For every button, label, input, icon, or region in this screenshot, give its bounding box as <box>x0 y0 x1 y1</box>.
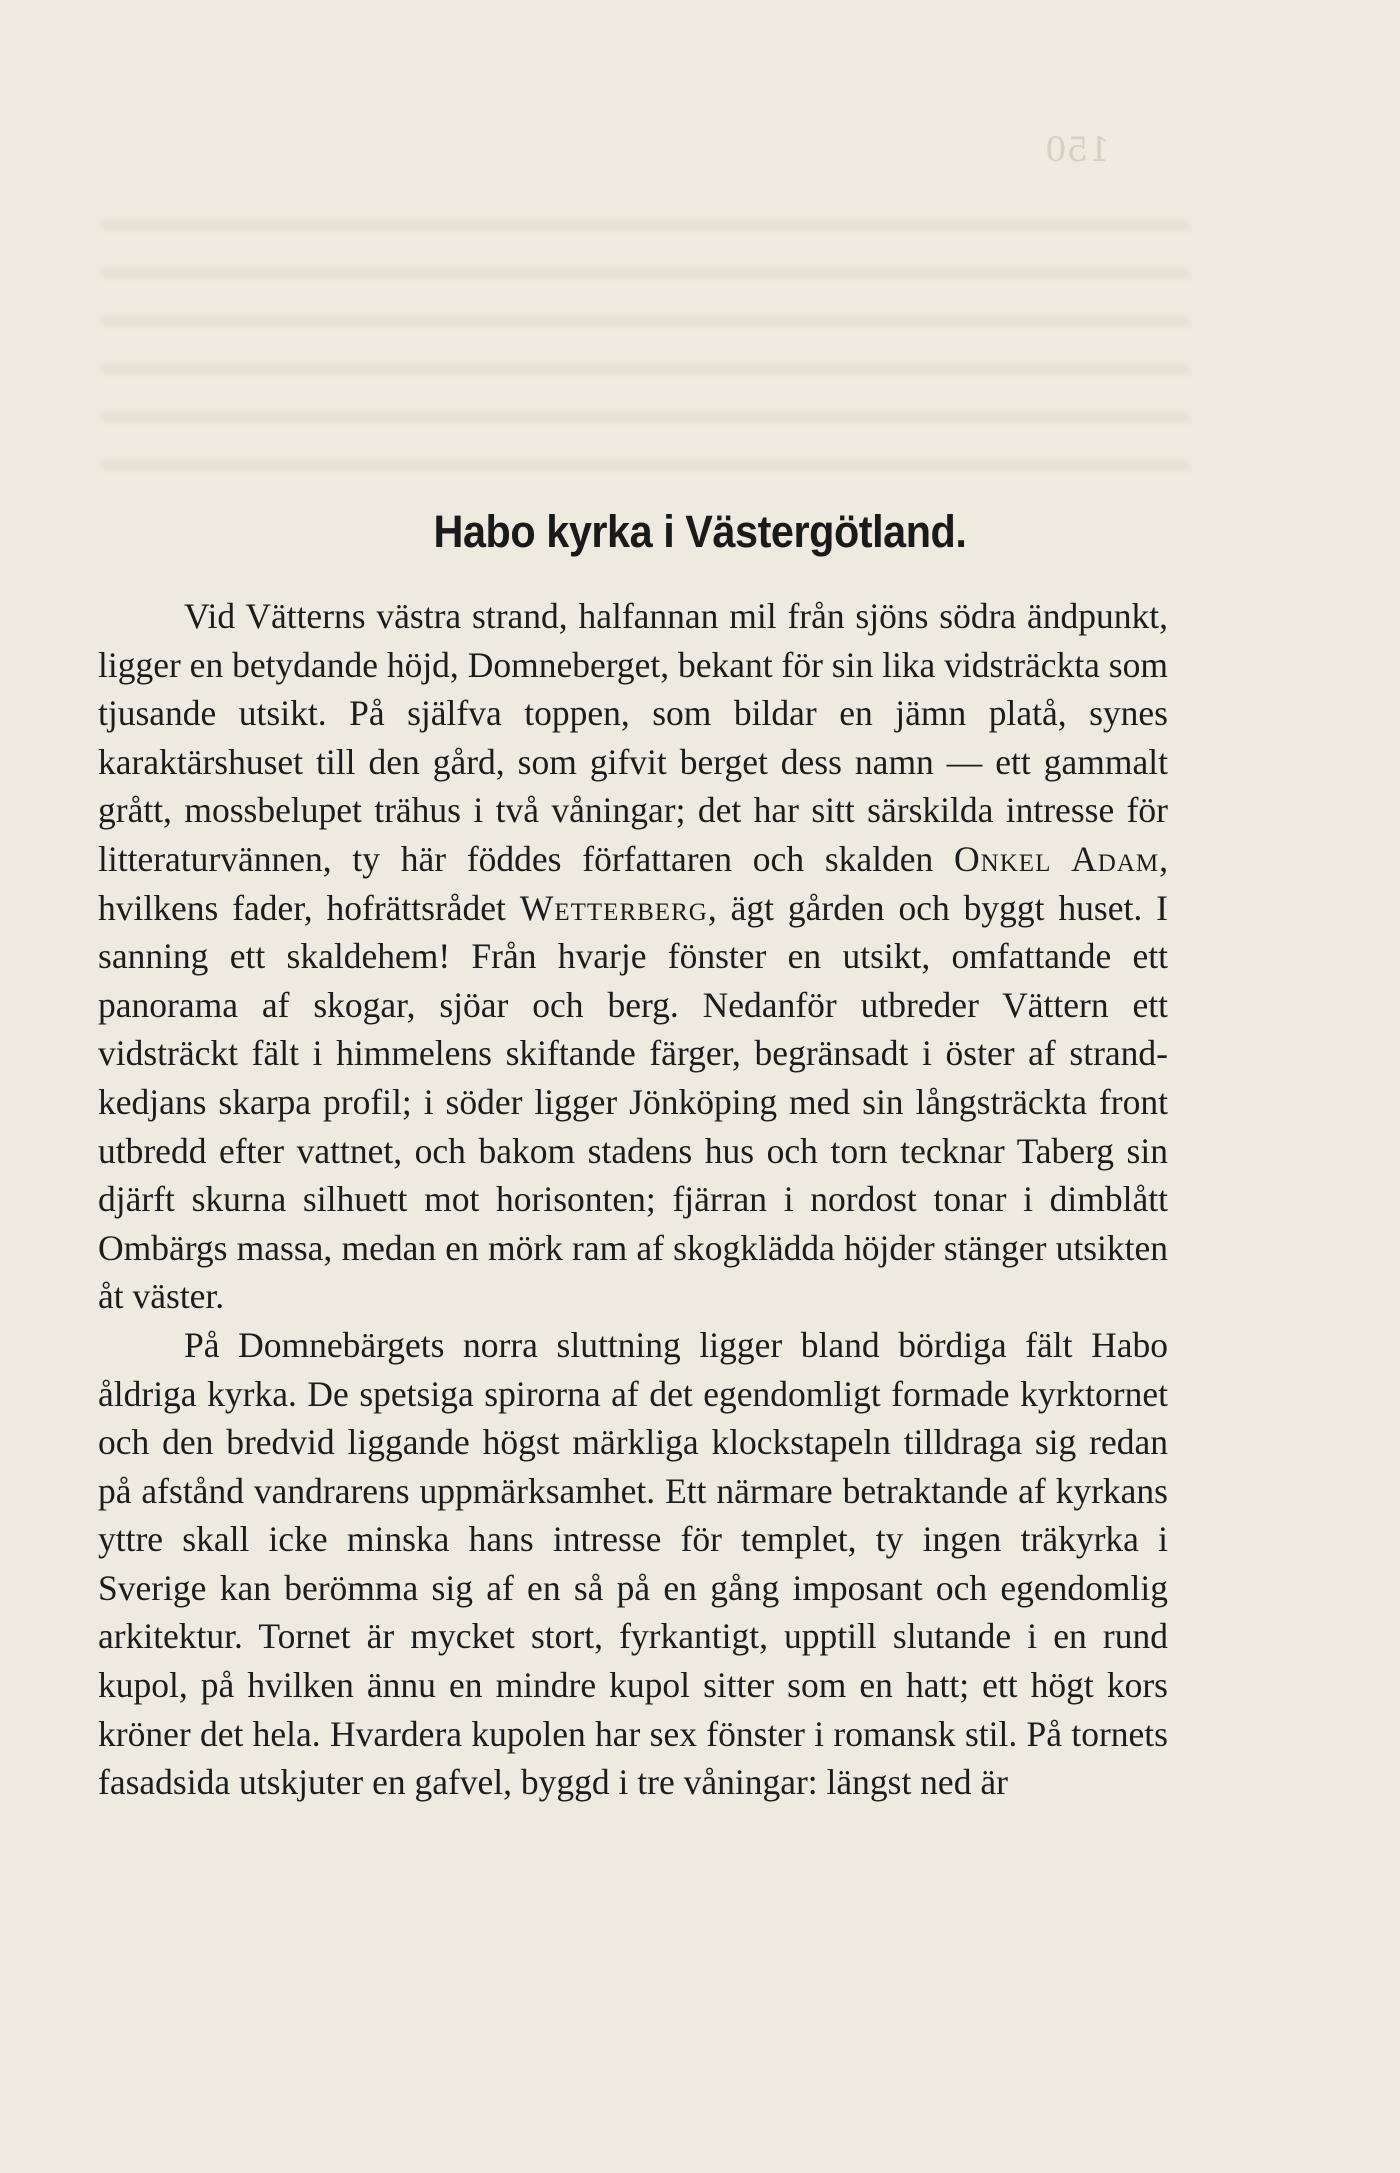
paragraph-2: På Domnebärgets norra sluttning ligger bland bördiga fält Habo åldriga kyrka. De spetsiga spirorna af det egendomligt formade kyrktornet och den bredvid liggande högst märkliga klockstapeln tilldraga sig redan på afstånd vandrarens uppmärksamhet. Ett närmare betraktande af kyrkans yttre skall icke minska hans intresse för templet, ty ingen träkyrka i Sverige kan berömma sig af en så på en gång imposant och egendomlig arkitektur. Tornet är mycket stort, fyrkantigt, upptill slutande i en rund kupol, på hvilken ännu en mindre kupol sitter som en hatt; ett högt kors kröner det hela. Hvardera kupolen har sex fönster i romansk stil. På tornets fasadsida utskjuter en gafvel, byggd i tre våningar: längst ned är <box>98 1324 1168 1803</box>
paragraph-1-text-c: , ägt gården och byggt huset. I sanning ett skaldehem! Från hvarje fönster en utsikt, omfattande ett panorama af skogar, sjöar och berg. Nedanför utbreder Vättern ett vidsträckt fält i himmelens skiftande färger, begränsadt i öster af strand-kedjans skarpa profil; i söder ligger Jönköping med sin långsträckta front utbredd efter vattnet, och bakom stadens hus och torn tecknar Taberg sin djärft skurna silhuett mot horisonten; fjärran i nordost tonar i dimblått Ombärgs massa, medan en mörk ram af skogklädda höjder stänger utsikten åt väster. <box>98 887 1168 1317</box>
paragraph-1-text-a: Vid Vätterns västra strand, halfannan mil från sjöns södra ändpunkt, ligger en betydande höjd, Domneberget, bekant för sin lika vidsträckta som tjusande utsikt. På själfva toppen, som bildar en jämn platå, synes karaktärshuset till den gård, som gifvit berget dess namn — ett gammalt grått, mossbelupet trähus i två våningar; det har sitt särskilda intresse för litteraturvännen, ty här föddes författaren och skalden <box>98 596 1168 879</box>
name-wetterberg: Wetterberg <box>519 887 708 928</box>
paragraph-1 <box>98 592 1168 1321</box>
author-name-onkel-adam: Onkel Adam <box>954 838 1160 879</box>
bleed-through-page-number: 150 <box>1045 130 1110 170</box>
page-title: Habo kyrka i Västergötland. <box>433 506 967 557</box>
paragraph-1-text-b: , hvilkens fader, hofrättsrådet <box>98 838 1168 928</box>
article-body <box>98 592 1168 1807</box>
